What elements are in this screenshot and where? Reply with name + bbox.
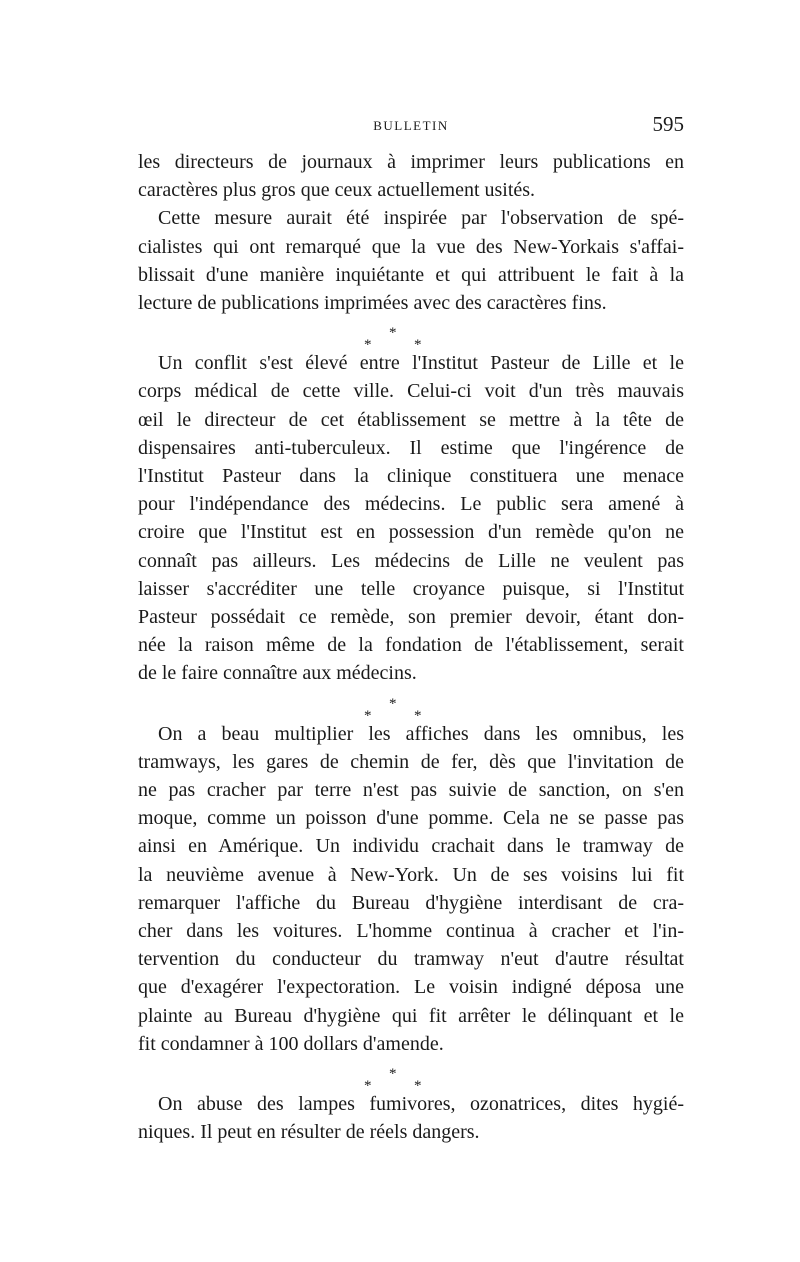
text-line: de le faire connaître aux médecins. [138,662,417,685]
text-line: niques. Il peut en résulter de réels dangers. [138,1121,480,1144]
running-header [138,112,684,136]
text-line: les directeurs de journaux à imprimer leurs publications en [138,151,684,173]
text-line: tervention du conducteur du tramway n'eut d'autre résultat [138,948,684,971]
text-line: l'Institut Pasteur dans la clinique constituera une menace [138,465,684,488]
section-separator [138,690,684,724]
section-separator [138,319,684,354]
text-line: fit condamner à 100 dollars d'amende. [138,1032,444,1055]
separator-star: * [389,695,397,712]
text-line: cher dans les voitures. L'homme continua à cracher et l'in- [138,920,684,943]
paragraph [138,1090,684,1146]
separator-star: * [389,1066,397,1083]
text-line: ne pas cracher par terre n'est pas suivie de sanction, on s'en [138,779,684,802]
text-line: corps médical de cette ville. Celui-ci voit d'un très mauvais [138,380,684,403]
separator-star: * [364,707,372,724]
text-line: On abuse des lampes fumivores, ozonatrices, dites hygié- [158,1093,684,1116]
page-number: 595 [652,112,684,136]
text-line: blissait d'une manière inquiétante et qui attribuent le fait à la [138,263,684,286]
text-line: lecture de publications imprimées avec des caractères fins. [138,292,607,315]
paragraph [138,148,684,204]
body-text [138,148,684,1147]
text-line: croire que l'Institut est en possession d'un remède qu'on ne [138,521,684,544]
text-line: laisser s'accréditer une telle croyance puisque, si l'Institut [138,577,684,600]
separator-star: * [364,1078,372,1095]
paragraph [138,204,684,317]
separator-star: * [389,325,397,342]
separator-star: * [414,337,422,354]
paragraph [138,720,684,1058]
text-line: connaît pas ailleurs. Les médecins de Lille ne veulent pas [138,549,684,572]
paragraph [138,349,684,687]
text-line: caractères plus gros que ceux actuellement usités. [138,179,536,202]
text-line: Pasteur possédait ce remède, son premier devoir, étant don- [138,606,684,629]
text-line: pour l'indépendance des médecins. Le public sera amené à [138,493,684,516]
text-line: Un conflit s'est élevé entre l'Institut Pasteur de Lille et le [158,352,684,375]
text-line: plainte au Bureau d'hygiène qui fit arrêter le délinquant et le [138,1004,684,1027]
text-line: que d'exagérer l'expectoration. Le voisin indigné déposa une [138,976,684,999]
separator-star: * [364,337,372,354]
text-line: moque, comme un poisson d'une pomme. Cela ne se passe pas [138,807,684,830]
separator-star: * [414,1078,422,1095]
text-line: œil le directeur de cet établissement se mettre à la tête de [138,408,684,431]
text-line: tramways, les gares de chemin de fer, dès que l'invitation de [138,750,684,773]
text-line: ainsi en Amérique. Un individu crachait dans le tramway de [138,835,684,858]
header-title: BULLETIN [373,118,449,133]
text-line: remarquer l'affiche du Bureau d'hygiène interdisant de cra- [138,891,684,914]
text-line: la neuvième avenue à New-York. Un de ses voisins lui fit [138,863,684,886]
text-line: née la raison même de la fondation de l'établissement, serait [138,634,684,657]
section-separator [138,1060,684,1095]
text-line: dispensaires anti-tuberculeux. Il estime que l'ingérence de [138,436,684,459]
text-line: cialistes qui ont remarqué que la vue des New-Yorkais s'affai- [138,235,684,258]
separator-star: * [414,707,422,724]
text-line: Cette mesure aurait été inspirée par l'observation de spé- [158,207,684,230]
text-line: On a beau multiplier les affiches dans les omnibus, les [158,722,684,745]
